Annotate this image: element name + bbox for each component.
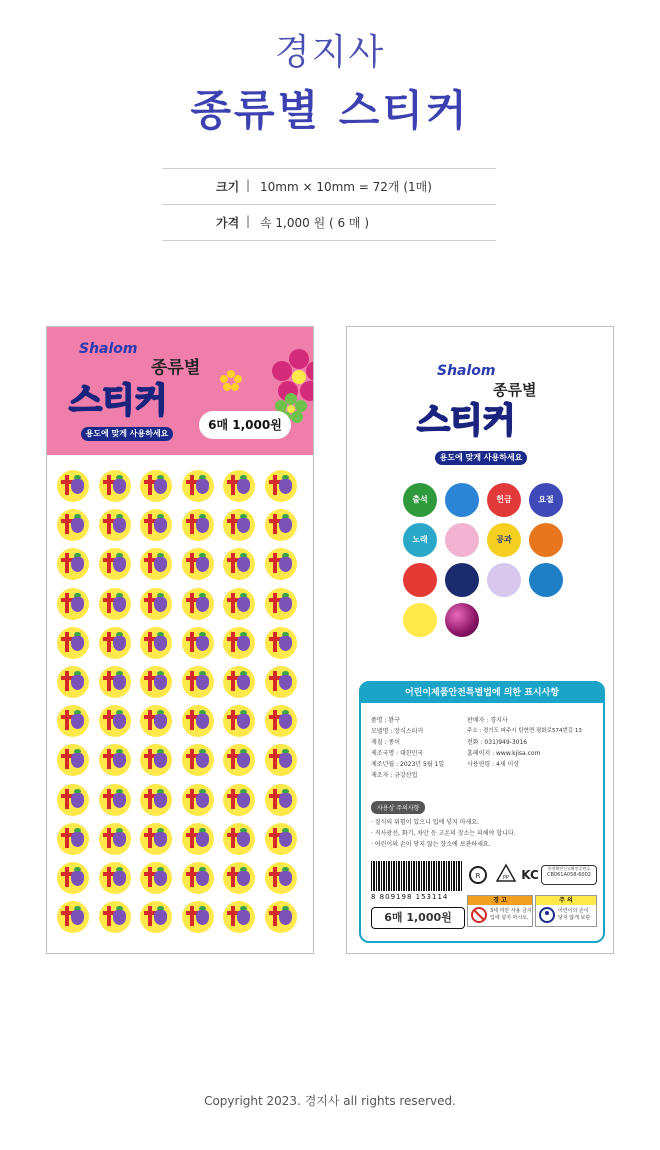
sticker-cross-grape [223,666,255,698]
sticker-cross-grape [57,470,89,502]
sticker-logo: 스티커 [417,401,516,441]
sticker-cross-grape [99,548,131,580]
shalom-logo: Shalom [437,363,496,379]
sticker-cross-grape [223,470,255,502]
sticker-cross-grape [265,627,297,659]
sticker-cross-grape [99,744,131,776]
spec-label: 크기 [216,180,240,194]
sticker-cross-grape [182,705,214,737]
usage-pill: 용도에 맞게 사용하세요 [435,451,527,465]
spec-value: 속 1,000 원 ( 6 매 ) [260,216,370,230]
sticker-cross-grape [99,901,131,933]
price-label: 6매 1,000원 [371,907,465,929]
sample-sticker-icon [445,603,479,637]
sticker-sheet [47,455,313,953]
sticker-cross-grape [182,666,214,698]
front-header [47,327,313,455]
legal-right-item: 주소 : 경기도 파주시 탄현면 평화로574번길 13 [467,728,582,734]
sticker-cross-grape [57,548,89,580]
page-title: 종류별 스티커 [190,86,470,135]
legal-left-item: 제조년월 : 2023년 5월 1일 [371,761,445,768]
sticker-cross-grape [57,705,89,737]
sticker-cross-grape [265,588,297,620]
sticker-cross-grape [140,705,172,737]
legal-right-item: 전화 : 031)949-3016 [467,739,528,746]
kc-code-box [541,865,597,885]
spec-separator: | [246,178,251,192]
sticker-cross-grape [57,509,89,541]
sticker-logo: 스티커 [69,381,168,421]
brand-name: 경지사 [274,32,386,73]
sticker-cross-grape [182,784,214,816]
sticker-cross-grape [265,862,297,894]
sticker-cross-grape [182,588,214,620]
sticker-cross-grape [99,470,131,502]
sample-sticker-label: 노래 [412,535,428,544]
sticker-cross-grape [140,548,172,580]
sticker-cross-grape [265,705,297,737]
sticker-cross-grape [140,588,172,620]
sample-sticker-label: 출석 [412,495,428,504]
notice-line: 닿지 않게 보관 [558,915,591,921]
sticker-cross-grape [57,744,89,776]
legal-left-item: 품명 : 완구 [371,717,401,724]
sticker-cross-grape [223,823,255,855]
legal-left-item: 재질 : 종이 [371,739,401,746]
sticker-cross-grape [57,823,89,855]
caution-item: · 직사광선, 화기, 차안 등 고온의 장소는 피해야 합니다. [371,830,516,837]
sticker-cross-grape [182,509,214,541]
sticker-cross-grape [140,784,172,816]
sample-sticker-label: 공과 [496,535,512,544]
kc-mark-icon [521,865,539,883]
sample-sticker-icon [445,563,479,597]
notice-box [535,895,597,927]
spec-value: 10mm × 10mm = 72개 (1매) [260,180,432,194]
sticker-cross-grape [57,627,89,659]
no-mouth-icon [470,906,488,924]
barcode-number: 8 809198 153114 [371,893,449,901]
sticker-cross-grape [99,862,131,894]
sticker-cross-grape [223,588,255,620]
shalom-logo: Shalom [79,341,138,357]
caution-title: 사용상 주의사항 [371,801,425,814]
notice-text [558,908,590,922]
sticker-cross-grape [99,823,131,855]
sticker-cross-grape [99,666,131,698]
sticker-cross-grape [223,548,255,580]
sticker-cross-grape [57,784,89,816]
sticker-cross-grape [265,509,297,541]
kc-code: CB061A058-6002 [547,872,591,878]
recycle-icon [467,865,489,885]
spec-row-size [162,178,496,196]
spec-separator: | [246,214,251,228]
child-reach-icon [538,906,556,924]
sticker-cross-grape [182,744,214,776]
warning-text [490,908,532,922]
sticker-cross-grape [265,901,297,933]
sample-sticker-icon [487,523,521,557]
sticker-cross-grape [223,784,255,816]
sticker-cross-grape [182,823,214,855]
usage-pill: 용도에 맞게 사용하세요 [81,427,173,441]
sticker-cross-grape [140,901,172,933]
sticker-cross-grape [140,744,172,776]
sample-sticker-icon [445,483,479,517]
sticker-cross-grape [57,588,89,620]
sticker-cross-grape [223,901,255,933]
caution-item: · 어린이의 손이 닿지 않는 장소에 보관하세요. [371,841,491,848]
legal-right-item: 판매자 : 경지사 [467,717,508,724]
sticker-cross-grape [99,627,131,659]
sample-sticker-icon [487,483,521,517]
spec-row-price [162,214,496,232]
sticker-cross-grape [140,509,172,541]
sample-sticker-icon [529,563,563,597]
warning-line: 입에 넣지 마시오. [490,915,529,921]
product-back [346,326,614,954]
warning-line: 3세 미만 사용 금지 [490,908,532,914]
sample-sticker-icon [403,563,437,597]
sticker-cross-grape [140,627,172,659]
notice-line: 어린이의 손이 [558,908,589,914]
sticker-cross-grape [223,705,255,737]
sticker-cross-grape [265,823,297,855]
sample-sticker-icon [403,523,437,557]
svg-text:PP: PP [502,875,510,881]
sample-sticker-icon [529,523,563,557]
svg-text:KC: KC [521,868,539,882]
sample-sticker-icon [445,523,479,557]
price-badge: 6매 1,000원 [199,411,291,439]
sticker-cross-grape [99,784,131,816]
sample-sticker-icon [529,483,563,517]
sticker-cross-grape [140,666,172,698]
sample-sticker-icon [403,483,437,517]
spec-divider [162,240,496,241]
spec-divider [162,168,496,169]
kind-label: 종류별 [493,381,537,399]
sticker-cross-grape [223,627,255,659]
sample-sticker-icon [403,603,437,637]
sticker-cross-grape [140,470,172,502]
sticker-cross-grape [265,470,297,502]
copyright: Copyright 2023. 경지사 all rights reserved. [204,1094,456,1108]
sticker-cross-grape [99,588,131,620]
sticker-cross-grape [182,470,214,502]
legal-right-item: 홈페이지 : www.kjisa.com [467,750,541,757]
barcode [371,861,463,891]
kc-code-title: 안전확인신고확인증번호 [547,866,591,871]
spec-label: 가격 [216,216,240,230]
sticker-cross-grape [182,862,214,894]
legal-left-item: 모델명 : 장식스티커 [371,728,424,735]
sticker-cross-grape [265,784,297,816]
sticker-cross-grape [57,901,89,933]
sticker-cross-grape [57,862,89,894]
notice-title: 주 의 [536,896,596,905]
sticker-cross-grape [140,862,172,894]
sticker-cross-grape [265,548,297,580]
safety-label-panel [359,681,605,943]
warning-box [467,895,533,927]
warning-title: 경 고 [468,896,532,905]
spec-divider [162,204,496,205]
sticker-cross-grape [99,705,131,737]
caution-item: · 질식의 위험이 있으니 입에 넣지 마세요. [371,819,479,826]
product-front [46,326,314,954]
legal-left-item: 제조자 : 금강산업 [371,772,418,779]
sticker-cross-grape [223,744,255,776]
legal-right-item: 사용연령 : 4세 이상 [467,761,520,768]
sticker-cross-grape [99,509,131,541]
svg-text:R: R [475,872,481,880]
sticker-cross-grape [182,627,214,659]
safety-label-title: 어린이제품안전특별법에 의한 표시사항 [361,683,603,703]
sticker-cross-grape [140,823,172,855]
pp-recycle-icon [495,863,517,885]
sample-sticker-label: 헌금 [496,495,512,504]
sticker-cross-grape [182,901,214,933]
sticker-cross-grape [223,862,255,894]
sticker-cross-grape [182,548,214,580]
sticker-cross-grape [265,744,297,776]
sticker-cross-grape [265,666,297,698]
sticker-cross-grape [223,509,255,541]
sample-sticker-label: 요절 [538,495,554,504]
kind-label: 종류별 [151,358,201,378]
sample-sticker-icon [487,563,521,597]
sticker-cross-grape [57,666,89,698]
legal-left-item: 제조국명 : 대한민국 [371,750,424,757]
